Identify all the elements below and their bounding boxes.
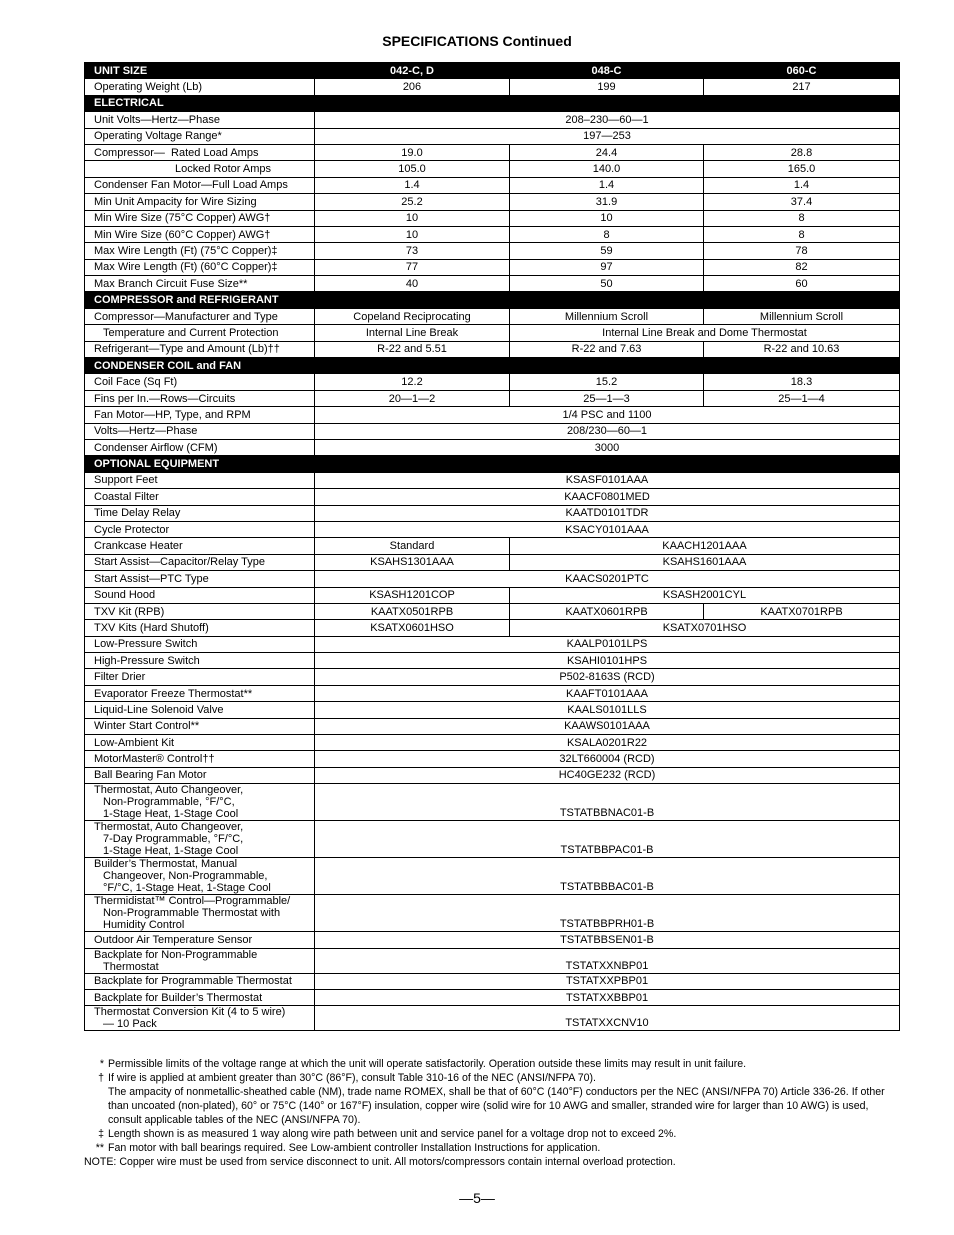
row-label-line: Thermostat, Auto Changeover, bbox=[94, 784, 244, 797]
footnote-mark: † bbox=[98, 1072, 104, 1084]
cell-value: 78 bbox=[704, 243, 900, 259]
cell-value: 18.3 bbox=[704, 374, 900, 390]
footnote bbox=[84, 1071, 899, 1085]
row-label: Condenser Airflow (CFM) bbox=[85, 439, 315, 455]
section-header: ELECTRICAL bbox=[85, 95, 900, 111]
cell-value: KAAWS0101AAA bbox=[315, 718, 900, 734]
section-header: CONDENSER COIL and FAN bbox=[85, 358, 900, 374]
cell-value: KSACY0101AAA bbox=[315, 521, 900, 537]
table-row bbox=[85, 702, 900, 718]
table-row bbox=[85, 276, 900, 292]
cell-value: KSASH2001CYL bbox=[510, 587, 900, 603]
cell-value: 28.8 bbox=[704, 144, 900, 160]
cell-value: R-22 and 10.63 bbox=[704, 341, 900, 357]
cell-value: 50 bbox=[510, 276, 704, 292]
table-row bbox=[85, 751, 900, 767]
page-title: SPECIFICATIONS Continued bbox=[382, 33, 572, 49]
row-label: Compressor—Manufacturer and Type bbox=[85, 308, 315, 324]
table-row bbox=[85, 669, 900, 685]
cell-value: KSATX0601HSO bbox=[315, 620, 510, 636]
cell-value: KSASF0101AAA bbox=[315, 472, 900, 488]
row-label: Coastal Filter bbox=[85, 489, 315, 505]
row-label: Max Branch Circuit Fuse Size** bbox=[85, 276, 315, 292]
section-header-row bbox=[85, 358, 900, 374]
cell-value: Internal Line Break bbox=[315, 325, 510, 341]
row-label bbox=[85, 895, 315, 932]
footnote bbox=[84, 1141, 899, 1155]
row-label-line: Non-Programmable, °F/°C, bbox=[103, 796, 235, 809]
footnote bbox=[84, 1057, 899, 1071]
table-row bbox=[85, 472, 900, 488]
table-row bbox=[85, 932, 900, 948]
table-row bbox=[85, 194, 900, 210]
cell-value: 59 bbox=[510, 243, 704, 259]
table-row bbox=[85, 521, 900, 537]
footnote-text: If wire is applied at ambient greater than 30°C (86°F), consult Table 310-16 of the NEC (ANSI/NFPA 70). bbox=[108, 1072, 596, 1084]
table-row bbox=[85, 538, 900, 554]
row-label: Cycle Protector bbox=[85, 521, 315, 537]
table-header-row bbox=[85, 63, 900, 79]
cell-value: 1/4 PSC and 1100 bbox=[315, 407, 900, 423]
cell-value: TSTATBBSEN01-B bbox=[315, 932, 900, 948]
cell-value: TSTATBBBAC01-B bbox=[315, 858, 900, 895]
cell-value: R-22 and 7.63 bbox=[510, 341, 704, 357]
cell-value: Copeland Reciprocating bbox=[315, 308, 510, 324]
cell-value: 73 bbox=[315, 243, 510, 259]
cell-value: KSALA0201R22 bbox=[315, 735, 900, 751]
cell-value: 8 bbox=[704, 226, 900, 242]
cell-value: KAALS0101LLS bbox=[315, 702, 900, 718]
cell-value: 25—1—4 bbox=[704, 390, 900, 406]
row-label: Operating Weight (Lb) bbox=[85, 79, 315, 95]
cell-value: 217 bbox=[704, 79, 900, 95]
table-row bbox=[85, 423, 900, 439]
table-row bbox=[85, 390, 900, 406]
cell-value: KAATX0601RPB bbox=[510, 603, 704, 619]
row-label-line: — 10 Pack bbox=[103, 1018, 157, 1031]
table-row bbox=[85, 603, 900, 619]
row-label: Min Wire Size (75°C Copper) AWG† bbox=[85, 210, 315, 226]
section-header-row bbox=[85, 292, 900, 308]
cell-value: 32LT660004 (RCD) bbox=[315, 751, 900, 767]
column-header: 060-C bbox=[704, 63, 900, 79]
row-label: High-Pressure Switch bbox=[85, 653, 315, 669]
column-header: UNIT SIZE bbox=[85, 63, 315, 79]
cell-value: 15.2 bbox=[510, 374, 704, 390]
row-label: Start Assist—PTC Type bbox=[85, 571, 315, 587]
table-row bbox=[85, 620, 900, 636]
footnote bbox=[84, 1127, 899, 1141]
cell-value: 8 bbox=[704, 210, 900, 226]
row-label: Unit Volts—Hertz—Phase bbox=[85, 112, 315, 128]
table-row bbox=[85, 685, 900, 701]
cell-value: P502-8163S (RCD) bbox=[315, 669, 900, 685]
row-label: Fins per In.—Rows—Circuits bbox=[85, 390, 315, 406]
cell-value: 8 bbox=[510, 226, 704, 242]
cell-value: 82 bbox=[704, 259, 900, 275]
cell-value: 1.4 bbox=[510, 177, 704, 193]
table-row bbox=[85, 858, 900, 895]
row-label: TXV Kits (Hard Shutoff) bbox=[85, 620, 315, 636]
cell-value: KAATX0501RPB bbox=[315, 603, 510, 619]
footnotes bbox=[84, 1057, 899, 1169]
row-label bbox=[85, 161, 315, 177]
footnote-text: Fan motor with ball bearings required. See Low-ambient controller Installation Instructions for application. bbox=[108, 1142, 601, 1154]
cell-value: Millennium Scroll bbox=[704, 308, 900, 324]
cell-value: 1.4 bbox=[704, 177, 900, 193]
row-label: Volts—Hertz—Phase bbox=[85, 423, 315, 439]
cell-value: Standard bbox=[315, 538, 510, 554]
cell-value: KAATD0101TDR bbox=[315, 505, 900, 521]
cell-value: 3000 bbox=[315, 439, 900, 455]
cell-value: 10 bbox=[510, 210, 704, 226]
table-row bbox=[85, 948, 900, 973]
row-label-line: Thermostat Conversion Kit (4 to 5 wire) bbox=[94, 1006, 286, 1019]
section-header-row bbox=[85, 456, 900, 472]
row-label: Max Wire Length (Ft) (60°C Copper)‡ bbox=[85, 259, 315, 275]
row-label: Min Wire Size (60°C Copper) AWG† bbox=[85, 226, 315, 242]
table-row bbox=[85, 989, 900, 1005]
row-label-line: Thermostat bbox=[103, 960, 159, 973]
row-label-line: Builder’s Thermostat, Manual bbox=[94, 858, 238, 871]
row-label: MotorMaster® Control†† bbox=[85, 751, 315, 767]
cell-value: 25.2 bbox=[315, 194, 510, 210]
cell-value: 208–230—60—1 bbox=[315, 112, 900, 128]
table-row bbox=[85, 973, 900, 989]
row-label-line: 1-Stage Heat, 1-Stage Cool bbox=[103, 808, 239, 821]
cell-value: TSTATXXPBP01 bbox=[315, 973, 900, 989]
row-label-line: 7-Day Programmable, °F/°C, bbox=[103, 833, 244, 846]
cell-value: KSAHI0101HPS bbox=[315, 653, 900, 669]
row-label: Low-Ambient Kit bbox=[85, 735, 315, 751]
table-row bbox=[85, 243, 900, 259]
table-row bbox=[85, 226, 900, 242]
table-row bbox=[85, 407, 900, 423]
row-label: TXV Kit (RPB) bbox=[85, 603, 315, 619]
table-row bbox=[85, 554, 900, 570]
table-row bbox=[85, 341, 900, 357]
table-row bbox=[85, 895, 900, 932]
cell-value: KAACH1201AAA bbox=[510, 538, 900, 554]
cell-value: 199 bbox=[510, 79, 704, 95]
row-label: Liquid-Line Solenoid Valve bbox=[85, 702, 315, 718]
section-header: OPTIONAL EQUIPMENT bbox=[85, 456, 900, 472]
cell-value: 206 bbox=[315, 79, 510, 95]
table-row bbox=[85, 1006, 900, 1031]
table-row bbox=[85, 718, 900, 734]
cell-value: TSTATXXCNV10 bbox=[315, 1006, 900, 1031]
table-row bbox=[85, 325, 900, 341]
row-label: Sound Hood bbox=[85, 587, 315, 603]
column-header: 048-C bbox=[510, 63, 704, 79]
table-row bbox=[85, 161, 900, 177]
cell-value: 40 bbox=[315, 276, 510, 292]
row-label-line: Thermostat, Auto Changeover, bbox=[94, 821, 244, 834]
row-label bbox=[85, 784, 315, 821]
general-note: NOTE: Copper wire must be used from service disconnect to unit. All motors/compressors contain internal overload protection. bbox=[84, 1156, 676, 1168]
row-label: Evaporator Freeze Thermostat** bbox=[85, 685, 315, 701]
specifications-table bbox=[84, 62, 900, 1031]
cell-value: 31.9 bbox=[510, 194, 704, 210]
table-row bbox=[85, 374, 900, 390]
cell-value: 197—253 bbox=[315, 128, 900, 144]
cell-value: 208/230—60—1 bbox=[315, 423, 900, 439]
row-label: Outdoor Air Temperature Sensor bbox=[85, 932, 315, 948]
cell-value: KAALP0101LPS bbox=[315, 636, 900, 652]
cell-value: 1.4 bbox=[315, 177, 510, 193]
cell-value: KSAHS1601AAA bbox=[510, 554, 900, 570]
cell-value: 10 bbox=[315, 210, 510, 226]
cell-value: KSAHS1301AAA bbox=[315, 554, 510, 570]
row-label: Ball Bearing Fan Motor bbox=[85, 767, 315, 783]
table-row bbox=[85, 439, 900, 455]
row-label-line: °F/°C, 1-Stage Heat, 1-Stage Cool bbox=[103, 882, 271, 895]
table-row bbox=[85, 79, 900, 95]
column-header: 042-C, D bbox=[315, 63, 510, 79]
cell-value: 77 bbox=[315, 259, 510, 275]
page-number: —5— bbox=[459, 1190, 495, 1206]
row-label bbox=[85, 325, 315, 341]
table-row bbox=[85, 505, 900, 521]
row-label bbox=[85, 858, 315, 895]
cell-value: 20—1—2 bbox=[315, 390, 510, 406]
footnote-mark: ‡ bbox=[98, 1128, 104, 1140]
cell-value: 10 bbox=[315, 226, 510, 242]
cell-value: TSTATBBPRH01-B bbox=[315, 895, 900, 932]
row-label bbox=[85, 821, 315, 858]
row-label: Min Unit Ampacity for Wire Sizing bbox=[85, 194, 315, 210]
table-row bbox=[85, 144, 900, 160]
cell-value: 60 bbox=[704, 276, 900, 292]
cell-value: 165.0 bbox=[704, 161, 900, 177]
row-label-text: Temperature and Current Protection bbox=[103, 326, 279, 339]
cell-value: HC40GE232 (RCD) bbox=[315, 767, 900, 783]
table-row bbox=[85, 177, 900, 193]
cell-value: TSTATBBNAC01-B bbox=[315, 784, 900, 821]
row-label: Fan Motor—HP, Type, and RPM bbox=[85, 407, 315, 423]
section-header-row bbox=[85, 95, 900, 111]
table-row bbox=[85, 653, 900, 669]
table-row bbox=[85, 571, 900, 587]
cell-value: 19.0 bbox=[315, 144, 510, 160]
row-label: Winter Start Control** bbox=[85, 718, 315, 734]
row-label: Crankcase Heater bbox=[85, 538, 315, 554]
table-row bbox=[85, 784, 900, 821]
cell-value: KAATX0701RPB bbox=[704, 603, 900, 619]
row-label: Time Delay Relay bbox=[85, 505, 315, 521]
cell-value: Millennium Scroll bbox=[510, 308, 704, 324]
cell-value: R-22 and 5.51 bbox=[315, 341, 510, 357]
cell-value: KAAFT0101AAA bbox=[315, 685, 900, 701]
row-label: Support Feet bbox=[85, 472, 315, 488]
table-row bbox=[85, 128, 900, 144]
cell-value: TSTATXXNBP01 bbox=[315, 948, 900, 973]
table-row bbox=[85, 767, 900, 783]
cell-value: KSATX0701HSO bbox=[510, 620, 900, 636]
table-row bbox=[85, 489, 900, 505]
footnote-text: The ampacity of nonmetallic-sheathed cable (NM), trade name ROMEX, shall be that of 60°C (140°F) conductors per the NEC (ANSI/NFPA 70) Article 336-26. If other than uncoated (non-plated), 60° or 75°C (140° or 167°F) insulation, copper wire (solid wire for 10 AWG and smaller, stranded wire for larger than 10 AWG) is used, consult applicable tables of the NEC (ANSI/NFPA 70). bbox=[108, 1086, 885, 1126]
footnote-mark: ** bbox=[95, 1142, 104, 1154]
row-label-line: Thermidistat™ Control—Programmable/ bbox=[94, 895, 291, 908]
row-label: Backplate for Builder’s Thermostat bbox=[85, 989, 315, 1005]
cell-value: TSTATXXBBP01 bbox=[315, 989, 900, 1005]
row-label: Start Assist—Capacitor/Relay Type bbox=[85, 554, 315, 570]
row-label: Compressor— Rated Load Amps bbox=[85, 144, 315, 160]
row-label: Operating Voltage Range* bbox=[85, 128, 315, 144]
table-row bbox=[85, 210, 900, 226]
row-label: Filter Drier bbox=[85, 669, 315, 685]
row-label-line: Backplate for Non-Programmable bbox=[94, 948, 258, 961]
row-label: Max Wire Length (Ft) (75°C Copper)‡ bbox=[85, 243, 315, 259]
table-row bbox=[85, 112, 900, 128]
row-label: Backplate for Programmable Thermostat bbox=[85, 973, 315, 989]
footnote-text: Length shown is as measured 1 way along wire path between unit and service panel for a voltage drop not to exceed 2%. bbox=[108, 1128, 677, 1140]
footnote bbox=[84, 1085, 899, 1127]
table-row bbox=[85, 636, 900, 652]
table-row bbox=[85, 821, 900, 858]
row-label-line: Humidity Control bbox=[103, 919, 185, 932]
footnote-text: Permissible limits of the voltage range at which the unit will operate satisfactorily. Operation outside these limits may result in unit failure. bbox=[108, 1058, 747, 1070]
cell-value: 37.4 bbox=[704, 194, 900, 210]
cell-value: 25—1—3 bbox=[510, 390, 704, 406]
section-header: COMPRESSOR and REFRIGERANT bbox=[85, 292, 900, 308]
row-label-line: Changeover, Non-Programmable, bbox=[103, 870, 268, 883]
cell-value: 97 bbox=[510, 259, 704, 275]
cell-value: Internal Line Break and Dome Thermostat bbox=[510, 325, 900, 341]
cell-value: 24.4 bbox=[510, 144, 704, 160]
row-label: Refrigerant—Type and Amount (Lb)†† bbox=[85, 341, 315, 357]
row-label bbox=[85, 1006, 315, 1031]
row-label-line: 1-Stage Heat, 1-Stage Cool bbox=[103, 845, 239, 858]
row-label: Condenser Fan Motor—Full Load Amps bbox=[85, 177, 315, 193]
row-label: Coil Face (Sq Ft) bbox=[85, 374, 315, 390]
row-label-text: Locked Rotor Amps bbox=[175, 163, 271, 176]
cell-value: KAACF0801MED bbox=[315, 489, 900, 505]
row-label-line: Non-Programmable Thermostat with bbox=[103, 907, 281, 920]
cell-value: 105.0 bbox=[315, 161, 510, 177]
table-row bbox=[85, 587, 900, 603]
row-label bbox=[85, 948, 315, 973]
cell-value: 140.0 bbox=[510, 161, 704, 177]
table-row bbox=[85, 308, 900, 324]
cell-value: KSASH1201COP bbox=[315, 587, 510, 603]
cell-value: KAACS0201PTC bbox=[315, 571, 900, 587]
row-label: Low-Pressure Switch bbox=[85, 636, 315, 652]
table-row bbox=[85, 259, 900, 275]
cell-value: TSTATBBPAC01-B bbox=[315, 821, 900, 858]
cell-value: 12.2 bbox=[315, 374, 510, 390]
footnote-mark: * bbox=[99, 1058, 104, 1070]
table-row bbox=[85, 735, 900, 751]
